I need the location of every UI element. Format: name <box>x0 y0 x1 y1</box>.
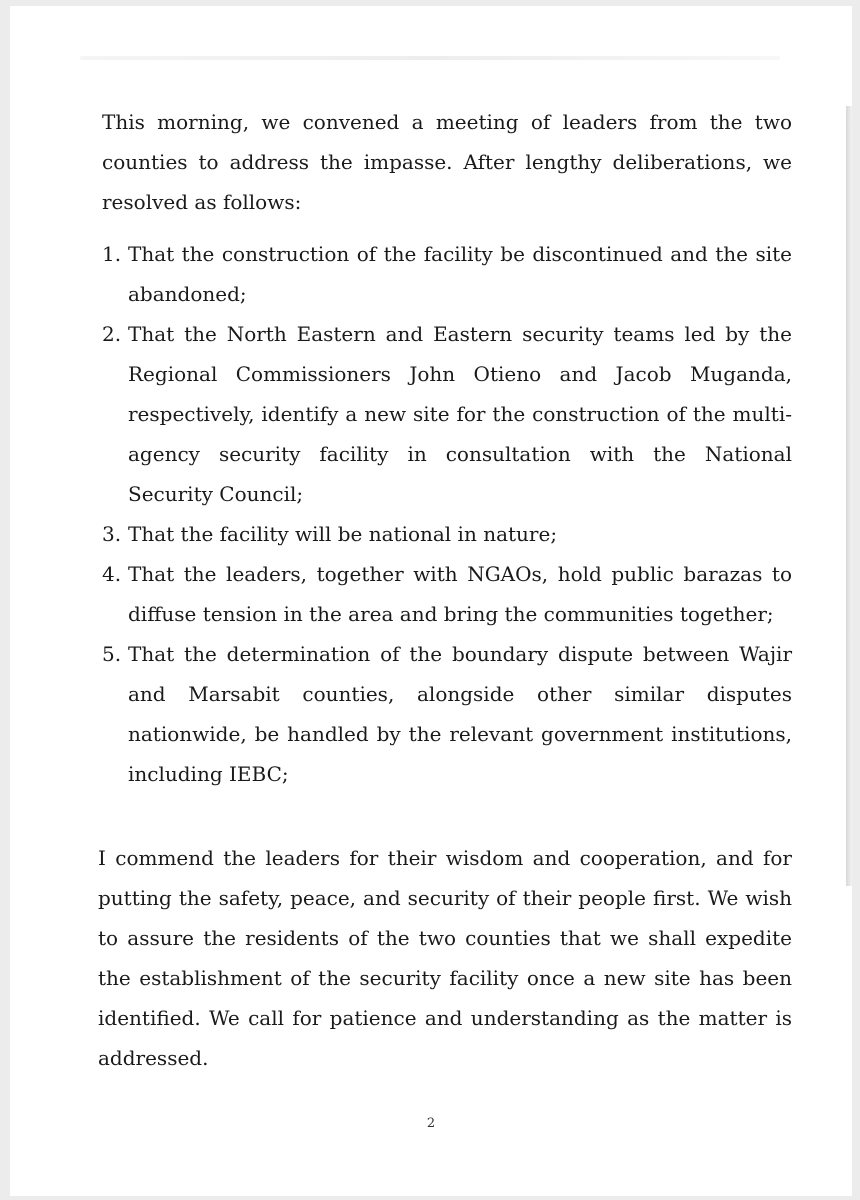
page-number: 2 <box>426 1116 436 1131</box>
list-item-text: That the facility will be national in nature; <box>128 522 558 546</box>
list-item-number: 5. <box>102 642 122 666</box>
list-item <box>102 554 792 634</box>
list-item-text: That the determination of the boundary dispute between Wajir and Marsabit counties, alongside other similar disputes nationwide, be handled by the relevant government institutions, including IEBC; <box>128 642 792 786</box>
list-item <box>102 314 792 514</box>
list-item <box>102 514 792 554</box>
page-edge-shadow <box>846 106 852 886</box>
list-item-text: That the leaders, together with NGAOs, hold public barazas to diffuse tension in the area and bring the communities together; <box>128 562 792 626</box>
intro-paragraph: This morning, we convened a meeting of leaders from the two counties to address the impasse. After lengthy deliberations, we resolved as follows: <box>102 110 792 214</box>
faint-header-bleed <box>80 56 780 60</box>
resolutions-list <box>102 234 792 794</box>
list-item <box>102 634 792 794</box>
document-page <box>10 6 852 1196</box>
list-item-number: 4. <box>102 562 122 586</box>
list-item <box>102 234 792 314</box>
list-item-text: That the construction of the facility be discontinued and the site abandoned; <box>128 242 792 306</box>
list-item-number: 1. <box>102 242 122 266</box>
list-item-text: That the North Eastern and Eastern security teams led by the Regional Commissioners John Otieno and Jacob Muganda, respectively, identify a new site for the construction of the multi-agency security facility in consultation with the National Security Council; <box>128 322 792 506</box>
list-item-number: 3. <box>102 522 122 546</box>
closing-paragraph: I commend the leaders for their wisdom and cooperation, and for putting the safety, peace, and security of their people first. We wish to assure the residents of the two counties that we shall expedite the establishment of the security facility once a new site has been identified. We call for patience and understanding as the matter is addressed. <box>98 846 792 1070</box>
list-item-number: 2. <box>102 322 122 346</box>
